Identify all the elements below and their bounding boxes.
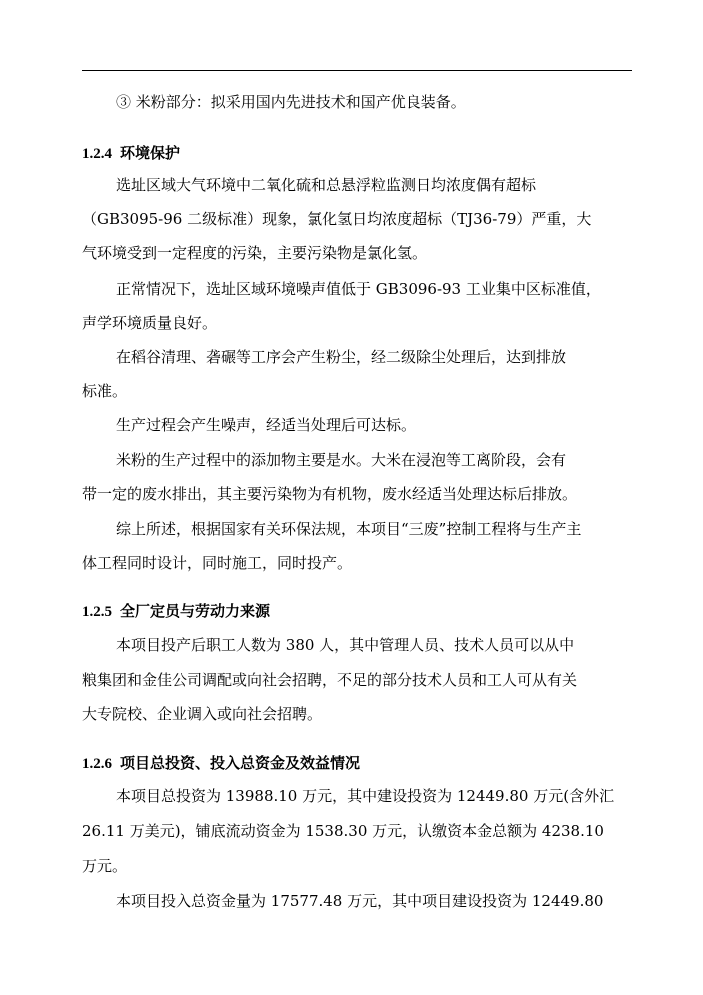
paragraph-line: 本项目投产后职工人数为 380 人，其中管理人员、技术人员可以从中 [116,636,575,654]
paragraph-line: 米粉的生产过程中的添加物主要是水。大米在浸泡等工离阶段，会有 [116,451,567,469]
section-heading-1-2-5 [82,601,642,622]
paragraph-line: 生产过程会产生噪声，经适当处理后可达标。 [116,416,417,434]
paragraph-line: 本项目投入总资金量为 17577.48 万元，其中项目建设投资为 12449.80 [116,892,604,910]
paragraph-line: 正常情况下，选址区域环境噪声值低于 GB3096-93 工业集中区标准值， [116,280,601,298]
paragraph-line: 万元。 [82,857,128,875]
paragraph-line: 大专院校、企业调入或向社会招聘。 [82,705,323,723]
paragraph-line: 在稻谷清理、砻碾等工序会产生粉尘，经二级除尘处理后，达到排放 [116,348,567,366]
paragraph-line: 体工程同时设计，同时施工，同时投产。 [82,554,353,572]
paragraph-line: （GB3095-96 二级标准）现象，氯化氢日均浓度超标（TJ36-79）严重，大 [82,210,592,228]
section-number: 1.2.6 [82,756,112,772]
section-number: 1.2.5 [82,604,112,620]
section-title: 项目总投资、投入总资金及效益情况 [120,754,361,772]
section-title: 环境保护 [120,144,181,162]
section-title: 全厂定员与劳动力来源 [120,602,271,620]
paragraph-line: 声学环境质量良好。 [82,314,218,332]
paragraph-line: 选址区域大气环境中二氧化硫和总悬浮粒监测日均浓度偶有超标 [116,176,537,194]
paragraph-line: 标准。 [82,382,128,400]
paragraph-line: 气环境受到一定程度的污染，主要污染物是氯化氢。 [82,244,428,262]
paragraph-line: 综上所述，根据国家有关环保法规，本项目“三废”控制工程将与生产主 [116,520,582,538]
paragraph-line: 26.11 万美元)，铺底流动资金为 1538.30 万元，认缴资本金总额为 4238.10 [82,822,604,840]
item-3-text: ③ 米粉部分：拟采用国内先进技术和国产优良装备。 [116,93,466,111]
section-number: 1.2.4 [82,146,112,162]
paragraph-line: 粮集团和金佳公司调配或向社会招聘，不足的部分技术人员和工人可从有关 [82,671,578,689]
section-heading-1-2-6 [82,753,642,774]
header-rule [82,70,632,71]
paragraph-line: 本项目总投资为 13988.10 万元，其中建设投资为 12449.80 万元(含外汇 [116,787,615,805]
paragraph-line: 带一定的废水排出，其主要污染物为有机物，废水经适当处理达标后排放。 [82,485,578,503]
section-heading-1-2-4 [82,143,642,164]
